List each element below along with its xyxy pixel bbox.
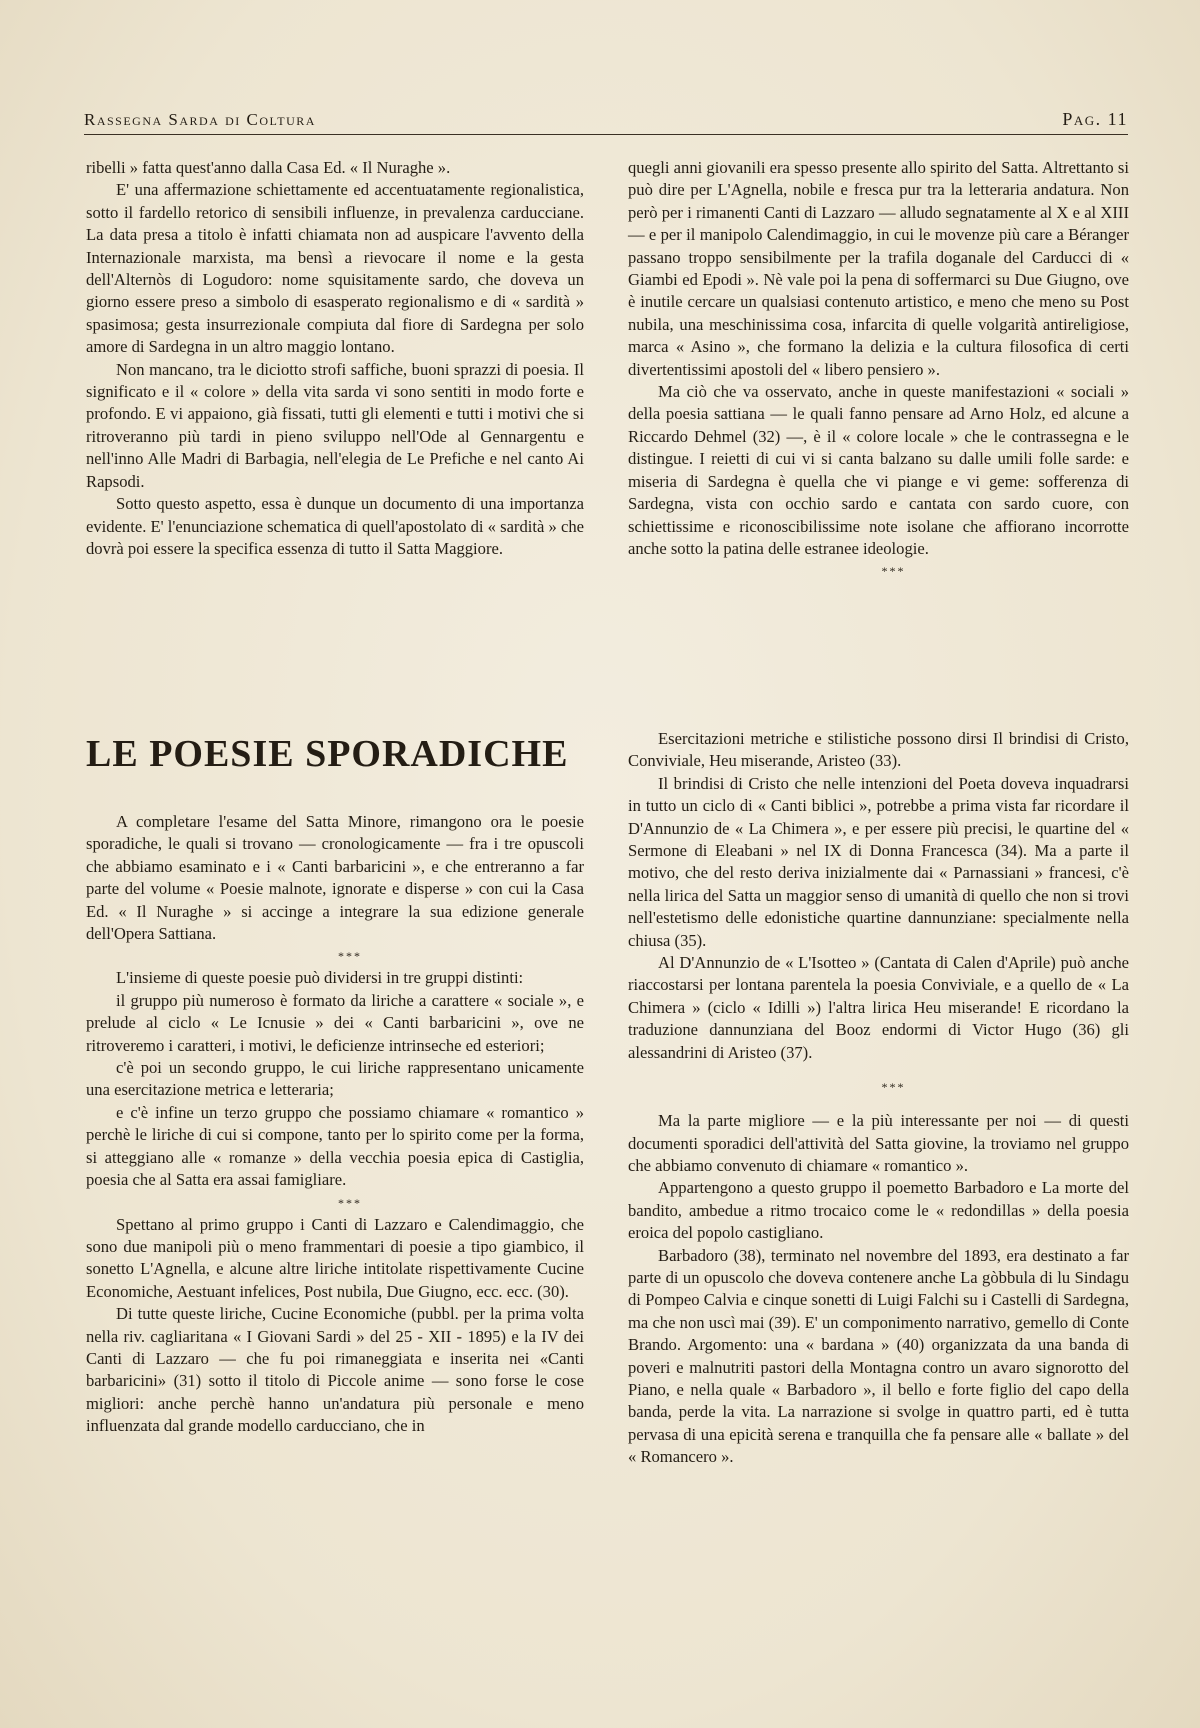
page-number: Pag. 11 bbox=[1062, 109, 1128, 129]
paragraph: Sotto questo aspetto, essa è dunque un documento di una importanza evidente. E' l'enunciazione schematica di quell'apostolato di « sardità » che dovrà poi essere la specifica essenza di tutto il Satta Maggiore. bbox=[86, 494, 584, 558]
right-column-bottom bbox=[628, 728, 1129, 1469]
paragraph: Esercitazioni metriche e stilistiche possono dirsi Il brindisi di Cristo, Conviviale, Heu miserande, Aristeo (33). bbox=[628, 729, 1129, 771]
paragraph: Al D'Annunzio de « L'Isotteo » (Cantata di Calen d'Aprile) può anche riaccostarsi per lontana parentela la poesia Conviviale, e a quello de « La Chimera » (ciclo « Idilli ») l'altra lirica Heu miserande! E ricordano la traduzione dannunziana del Booz endormi di Victor Hugo (36) gli alessandrini di Aristeo (37). bbox=[628, 953, 1129, 1062]
paragraph: Ma ciò che va osservato, anche in queste manifestazioni « sociali » della poesia sattiana — le quali fanno pensare ad Arno Holz, ed alcune a Riccardo Dehmel (32) —, è il « colore locale » che le contrassegna e le distingue. I reietti di cui vi si canta balzano su dalle umili folle sarde: e miseria di Sardegna è quella che vi piange e vi geme: sofferenza di Sardegna, vista con occhio sardo e cantata con sardo cuore, con schiettissime e riconoscibilissime note isolane che affiorano incorrotte anche sotto la patina delle estranee ideologie. bbox=[628, 382, 1129, 558]
right-column-top bbox=[628, 157, 1129, 582]
paragraph: L'insieme di queste poesie può dividersi in tre gruppi distinti: bbox=[116, 968, 524, 988]
paragraph: Spettano al primo gruppo i Canti di Lazzaro e Calendimaggio, che sono due manipoli più o meno frammentari di poesie a tipo giambico, il sonetto L'Agnella, e alcune altre liriche intitolate rispettivamente Cucine Economiche, Aestuant infelices, Post nubila, Due Giugno, ecc. ecc. (30). bbox=[86, 1214, 584, 1301]
left-column-bottom bbox=[86, 811, 584, 1438]
paragraph: ribelli » fatta quest'anno dalla Casa Ed. « Il Nuraghe ». bbox=[86, 158, 451, 177]
section-separator: *** bbox=[881, 564, 906, 579]
paragraph: e c'è infine un terzo gruppo che possiamo chiamare « romantico » perchè le liriche di cui si compone, tanto per lo spirito come per la forma, si atteggiano alle « romanze » della vecchia poesia epica di Castiglia, poesia che al Satta era assai famigliare. bbox=[86, 1102, 584, 1190]
paragraph: Non mancano, tra le diciotto strofi saffiche, buoni sprazzi di poesia. Il significato e il « colore » della vita sarda vi sono sentiti in modo forte e profondo. E vi appaiono, già fissati, tutti gli elementi e tutti i motivi che si ritroveranno più tardi in pieno sviluppo nell'Ode al Gennargentu e nell'inno Alle Madri di Barbagia, nell'elegia de Le Prefiche e nel canto Ai Rapsodi. bbox=[86, 359, 584, 491]
paragraph: Appartengono a questo gruppo il poemetto Barbadoro e La morte del bandito, ambedue a ritmo trocaico come le « redondillas » della poesia eroica del popolo castigliano. bbox=[628, 1178, 1129, 1243]
running-header bbox=[84, 108, 1128, 135]
paragraph: A completare l'esame del Satta Minore, rimangono ora le poesie sporadiche, le quali si trovano — cronologicamente — fra i tre opuscoli che abbiamo esaminato e i « Canti barbaricini », e che entreranno a far parte del volume « Poesie malnote, ignorate e disperse » con cui la Casa Ed. « Il Nuraghe » si accinge a integrare la sua edizione generale dell'Opera Sattiana. bbox=[86, 812, 584, 944]
section-separator: *** bbox=[338, 949, 362, 964]
left-column-top bbox=[86, 157, 584, 560]
paragraph: quegli anni giovanili era spesso presente allo spirito del Satta. Altrettanto si può dire per L'Agnella, nobile e fresca pur tra la letteraria andatura. Non però per i rimanenti Canti di Lazzaro — alludo segnatamente al X e al XIII — e per il manipolo Calendimaggio, in cui le movenze più care a Béranger passano troppo sensibilmente per la trafila doganale del Carducci di « Giambi ed Epodi ». Nè vale poi la pena di soffermarci su Due Giugno, ove è inutile cercare un qualsiasi contenuto artistico, e meno che meno su Post nubila, una meschinissima cosa, infarcita di quelle volgarità antireligiose, marca « Asino », che formano la delizia e la cultura filosofica di certi divertentissimi apostoli del « libero pensiero ». bbox=[628, 158, 1129, 379]
paragraph: Il brindisi di Cristo che nelle intenzioni del Poeta doveva inquadrarsi in tutto un ciclo di « Canti biblici », potrebbe a prima vista far ricordare il D'Annunzio de « La Chimera », e per essere più precisi, le quartine del « Sermone di Eleabani » nel IX di Donna Francesca (34). Ma a parte il motivo, che del resto deriva inizialmente dai « Parnassiani » francesi, c'è nella lirica del Satta un maggior senso di umanità di quello che non si trovi nell'estetismo delle edonistiche quartine dannunziane: specialmente nella chiusa (35). bbox=[628, 773, 1129, 950]
paragraph: Di tutte queste liriche, Cucine Economiche (pubbl. per la prima volta nella riv. cagliaritana « I Giovani Sardi » del 25 - XII - 1895) e la IV dei Canti di Lazzaro — che fu poi rimaneggiata e inserita nei «Canti barbaricini» (31) sotto il titolo di Piccole anime — sono forse le cose migliori: anche perchè hanno un'andatura più personale e meno influenzata dal grande modello carducciano, che in bbox=[86, 1304, 584, 1436]
section-title: LE POESIE SPORADICHE bbox=[86, 733, 569, 775]
running-title: Rassegna Sarda di Coltura bbox=[84, 110, 316, 129]
section-separator: *** bbox=[338, 1195, 362, 1210]
paragraph: E' una affermazione schiettamente ed accentuatamente regionalistica, sotto il fardello retorico di sensibili influenze, in prevalenza carducciane. La data presa a titolo è infatti chiamata non ad auspicare l'avvento della Internazionale marxista, ma bensì a rievocare il nome e la gesta dell'Alternòs di Logudoro: nome squisitamente sardo, che doveva un giorno essere preso a simbolo di esasperato regionalismo e di « sardità » spasimosa; gesta insurrezionale compiuta dal fiore di Sardegna per solo amore di Sardegna in un altro maggio lontano. bbox=[86, 180, 584, 357]
section-separator: *** bbox=[881, 1080, 906, 1095]
paragraph: Barbadoro (38), terminato nel novembre del 1893, era destinato a far parte di un opuscolo che doveva contenere anche La gòbbula di lu Sindagu di Pompeo Calvia e cinque sonetti di Luigi Falchi su i Castelli di Sardegna, ma che non uscì mai (39). E' un componimento narrativo, gemello di Conte Brando. Argomento: una « bardana » (40) organizzata da una banda di poveri e malnutriti pastori della Montagna contro un avaro signorotto del Piano, e nella quale « Barbadoro », il bello e forte figlio del capo della banda, perde la vita. La narrazione si svolge in quattro parti, ed è tutta pervasa di una epicità serena e tranquilla che fa pensare alle « ballate » del « Romancero ». bbox=[628, 1245, 1129, 1467]
paragraph: Ma la parte migliore — e la più interessante per noi — di questi documenti sporadici dell'attività del Satta giovine, la troviamo nel gruppo che abbiamo convenuto di chiamare « romantico ». bbox=[628, 1111, 1129, 1175]
paragraph: il gruppo più numeroso è formato da liriche a carattere « sociale », e prelude al ciclo « Le Icnusie » dei « Canti barbaricini », ove ne ritroveremo i caratteri, i motivi, le deficienze intrinseche ed esteriori; bbox=[86, 990, 584, 1055]
paragraph: c'è poi un secondo gruppo, le cui liriche rappresentano unicamente una esercitazione metrica e letteraria; bbox=[86, 1058, 584, 1100]
section-heading bbox=[86, 732, 584, 776]
